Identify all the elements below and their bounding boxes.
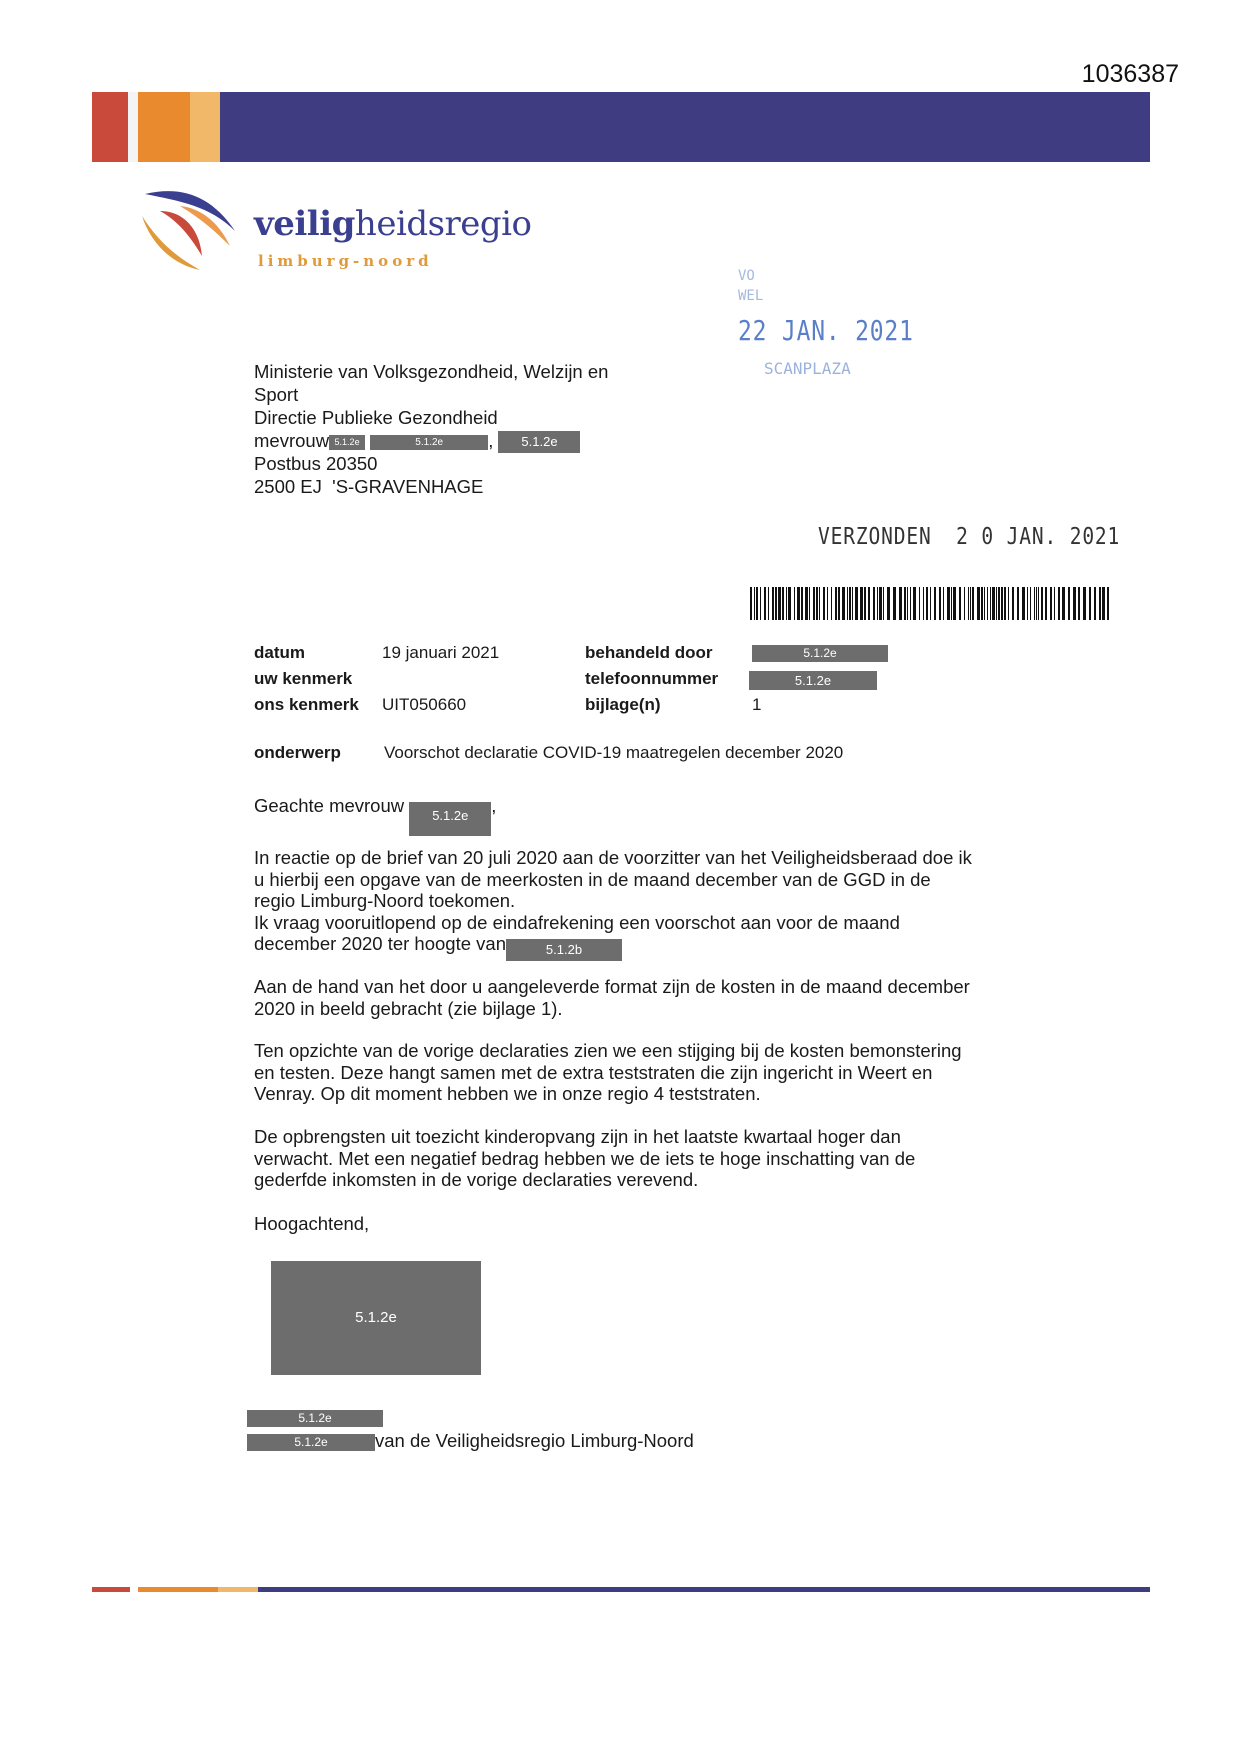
redaction-box: 5.1.2e [247, 1410, 383, 1427]
signer-name-redaction [247, 1410, 383, 1428]
meta-onderwerp-value: Voorschot declaratie COVID-19 maatregelen december 2020 [384, 743, 844, 762]
meta-uw-kenmerk-label: uw kenmerk [254, 669, 353, 688]
meta-telefoon-label: telefoonnummer [585, 669, 719, 688]
signer-line [247, 1430, 1047, 1452]
paragraph-line: december 2020 ter hoogte van 5.1.2b [254, 933, 1054, 961]
redaction-box: 5.1.2e [370, 435, 488, 450]
sent-stamp-date: 2 0 JAN. 2021 [956, 524, 1121, 550]
bar-segment-red [92, 1587, 130, 1592]
recipient-prefix: mevrouw [254, 430, 330, 451]
redaction-box: 5.1.2e [752, 645, 888, 662]
redaction-box: 5.1.2e [409, 802, 491, 836]
redaction-box: 5.1.2b [506, 939, 622, 961]
meta-bijlage-label: bijlage(n) [585, 695, 661, 714]
bar-segment-gap [130, 1587, 138, 1592]
paragraph-line: Venray. Op dit moment hebben we in onze regio 4 teststraten. [254, 1083, 761, 1104]
stamp-line-2: WEL [738, 288, 764, 304]
redaction-box: 5.1.2e [329, 435, 365, 450]
address-postbus: Postbus 20350 [254, 453, 378, 474]
stamp-location: SCANPLAZA [764, 359, 851, 378]
recipient-comma: , [488, 430, 494, 451]
meta-bijlage-value: 1 [752, 695, 762, 714]
received-stamp [738, 268, 952, 378]
sent-stamp-label: VERZONDEN [818, 524, 932, 550]
meta-onderwerp-label: onderwerp [254, 743, 341, 762]
recipient-address [254, 360, 608, 498]
address-line-3: Directie Publieke Gezondheid [254, 407, 498, 428]
redaction-box: 5.1.2e [749, 671, 877, 690]
address-line-1: Ministerie van Volksgezondheid, Welzijn en [254, 361, 609, 382]
stamp-line-1: VO [738, 268, 755, 284]
salutation [254, 795, 1054, 836]
bar-segment-orange [138, 1587, 218, 1592]
meta-ons-kenmerk-value: UIT050660 [382, 695, 467, 714]
meta-telefoon-value [749, 671, 877, 690]
bar-segment-light-orange [190, 92, 220, 162]
paragraph-3 [254, 1040, 1054, 1105]
address-recipient-line [254, 429, 608, 452]
paragraph-line: Aan de hand van het door u aangeleverde format zijn de kosten in de maand december [254, 976, 970, 997]
meta-datum-label: datum [254, 643, 305, 662]
paragraph-line: Ik vraag vooruitlopend op de eindafrekening een voorschot aan voor de maand [254, 911, 900, 933]
closing: Hoogachtend, [254, 1213, 370, 1234]
meta-behandeld-label: behandeld door [585, 643, 713, 662]
logo-wordmark: veiligheidsregio [254, 204, 532, 244]
paragraph-2 [254, 976, 1054, 1019]
paragraph-line: en testen. Deze hangt samen met de extra teststraten die zijn ingericht in Weert en [254, 1061, 933, 1083]
paragraph-line: De opbrengsten uit toezicht kinderopvang zijn in het laatste kwartaal hoger dan [254, 1126, 901, 1147]
paragraph-line: gederfde inkomsten in de vorige declaraties verevend. [254, 1169, 699, 1190]
header-color-bar [92, 92, 1150, 162]
stamp-date: 22 JAN. 2021 [738, 314, 914, 347]
logo [140, 186, 540, 276]
paragraph-line: 2020 in beeld gebracht (zie bijlage 1). [254, 997, 563, 1019]
signer-suffix: van de Veiligheidsregio Limburg-Noord [375, 1430, 694, 1451]
document-number: 1036387 [1081, 60, 1179, 88]
paragraph-1 [254, 847, 1054, 961]
footer-color-bar [92, 1587, 1150, 1592]
meta-behandeld-value [752, 645, 888, 663]
address-line-2: Sport [254, 384, 299, 405]
paragraph-line: Ten opzichte van de vorige declaraties zien we een stijging bij de kosten bemonstering [254, 1040, 962, 1061]
logo-subtitle: limburg-noord [258, 252, 433, 270]
paragraph-line: u hierbij een opgave van de meerkosten in de maand december van de GGD in de [254, 868, 931, 890]
paragraph-line: regio Limburg-Noord toekomen. [254, 890, 516, 911]
sent-stamp [818, 524, 1120, 550]
bar-segment-orange [138, 92, 190, 162]
bar-segment-gap [128, 92, 138, 162]
salutation-text: Geachte mevrouw [254, 795, 405, 816]
paragraph-4 [254, 1126, 1054, 1191]
salutation-comma: , [491, 795, 497, 816]
bar-segment-blue [258, 1587, 1150, 1592]
bar-segment-blue [220, 92, 1150, 162]
address-city: 2500 EJ 'S-GRAVENHAGE [254, 476, 484, 497]
signature-redaction: 5.1.2e [271, 1261, 481, 1375]
barcode-icon [750, 587, 1110, 620]
redaction-box: 5.1.2e [247, 1434, 375, 1451]
paragraph-line: verwacht. Met een negatief bedrag hebben we de iets te hoge inschatting van de [254, 1147, 916, 1169]
paragraph-line: In reactie op de brief van 20 juli 2020 aan de voorzitter van het Veiligheidsberaad doe ik [254, 847, 972, 868]
bar-segment-red [92, 92, 128, 162]
logo-swoosh-icon [140, 186, 250, 276]
meta-ons-kenmerk-label: ons kenmerk [254, 695, 359, 714]
redaction-box: 5.1.2e [498, 431, 580, 453]
bar-segment-light-orange [218, 1587, 258, 1592]
meta-datum-value: 19 januari 2021 [382, 643, 500, 662]
